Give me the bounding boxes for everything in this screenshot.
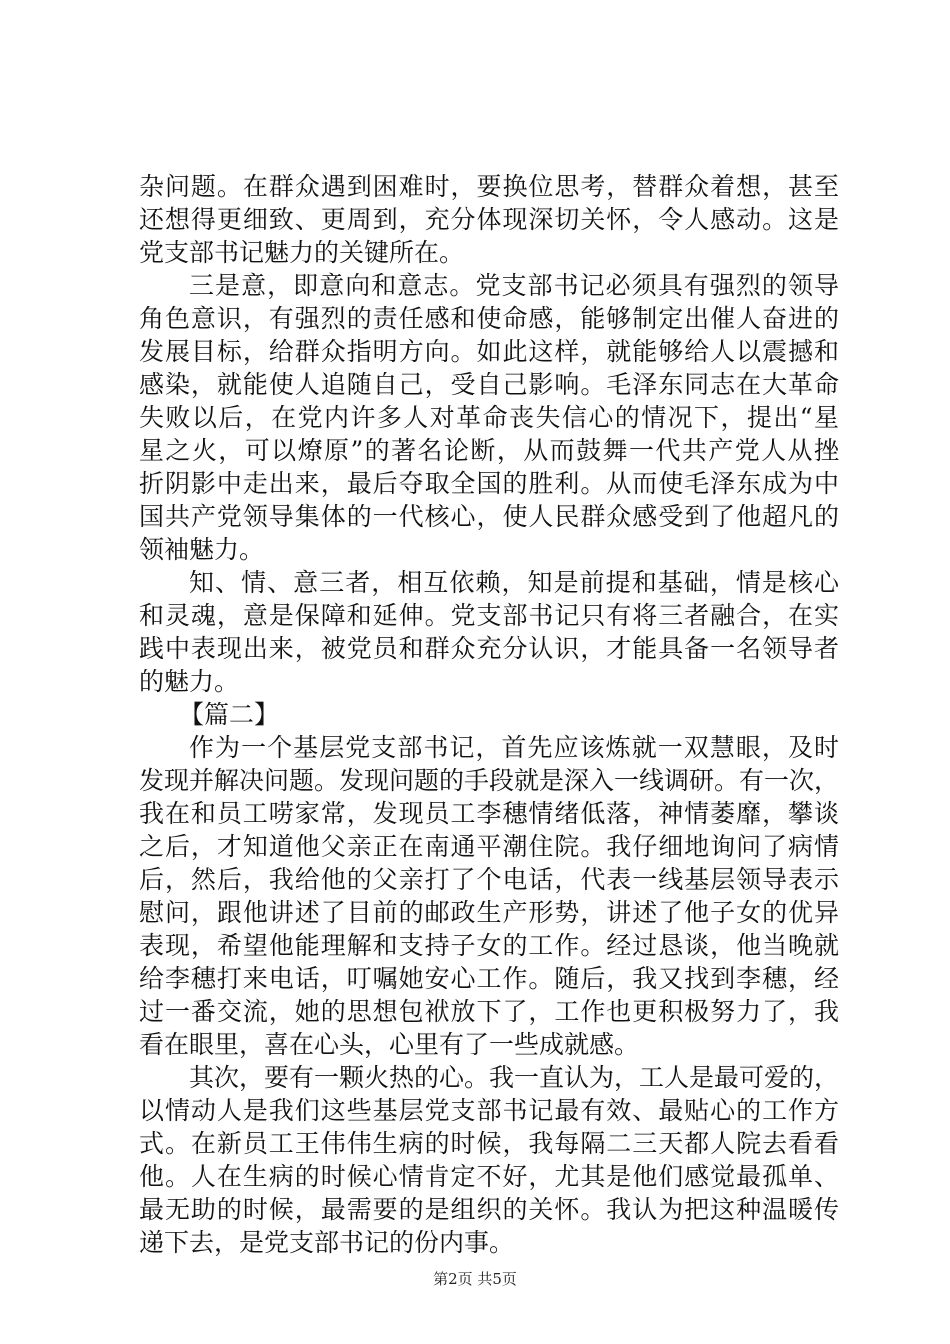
text-line: 星之火，可以燎原”的著名论断，从而鼓舞一代共产党人从挫 [139,436,839,465]
document-body [139,170,839,1259]
text-line: 式。在新员工王伟伟生病的时候，我每隔二三天都人院去看看 [139,1129,839,1158]
paragraph-summary [139,566,839,698]
text-line: 领袖魅力。 [139,535,265,564]
paragraph-insight [139,731,839,1061]
text-line: 角色意识，有强烈的责任感和使命感，能够制定出催人奋进的 [139,304,839,333]
text-line: 还想得更细致、更周到，充分体现深切关怀，令人感动。这是 [139,205,839,234]
text-line: 以情动人是我们这些基层党支部书记最有效、最贴心的工作方 [139,1096,839,1125]
text-line: 过一番交流，她的思想包袱放下了，工作也更积极努力了，我 [139,997,839,1026]
text-line: 发现并解决问题。发现问题的手段就是深入一线调研。有一次， [139,766,839,795]
text-line: 后，然后，我给他的父亲打了个电话，代表一线基层领导表示 [139,865,839,894]
text-line: 我在和员工唠家常，发现员工李穗情绪低落，神情萎靡，攀谈 [139,799,839,828]
paragraph-continuation [139,170,839,269]
text-line: 递下去，是党支部书记的份内事。 [139,1228,515,1257]
text-line: 三是意，即意向和意志。党支部书记必须具有强烈的领导 [189,271,839,300]
page-footer: 第2页 共5页 [433,1270,517,1288]
text-line: 表现，希望他能理解和支持子女的工作。经过恳谈，他当晚就 [139,931,839,960]
text-line: 国共产党领导集体的一代核心，使人民群众感受到了他超凡的 [139,502,839,531]
text-line: 感染，就能使人追随自己，受自己影响。毛泽东同志在大革命 [139,370,839,399]
text-line: 知、情、意三者，相互依赖，知是前提和基础，情是核心 [189,568,839,597]
text-line: 党支部书记魅力的关键所在。 [139,238,465,267]
text-line: 最无助的时候，最需要的是组织的关怀。我认为把这种温暖传 [139,1195,839,1224]
text-line: 和灵魂，意是保障和延伸。党支部书记只有将三者融合，在实 [139,601,839,630]
text-line: 杂问题。在群众遇到困难时，要换位思考，替群众着想，甚至 [139,172,839,201]
text-line: 其次，要有一颗火热的心。我一直认为，工人是最可爱的， [189,1063,839,1092]
text-line: 发展目标，给群众指明方向。如此这样，就能够给人以震撼和 [139,337,839,366]
text-line: 给李穗打来电话，叮嘱她安心工作。随后，我又找到李穗，经 [139,964,839,993]
text-line: 之后，才知道他父亲正在南通平潮住院。我仔细地询问了病情 [139,832,839,861]
text-line: 作为一个基层党支部书记，首先应该炼就一双慧眼，及时 [189,733,839,762]
paragraph-third-point [139,269,839,566]
text-line: 他。人在生病的时候心情肯定不好，尤其是他们感觉最孤单、 [139,1162,839,1191]
text-line: 失败以后，在党内许多人对革命丧失信心的情况下，提出“星 [139,403,839,432]
text-line: 看在眼里，喜在心头，心里有了一些成就感。 [139,1030,640,1059]
paragraph-warm-heart [139,1061,839,1259]
text-line: 践中表现出来，被党员和群众充分认识，才能具备一名领导者 [139,634,839,663]
section-heading: 【篇二】 [179,700,280,729]
text-line: 的魅力。 [139,667,240,696]
text-line: 慰问，跟他讲述了目前的邮政生产形势，讲述了他子女的优异 [139,898,839,927]
text-line: 折阴影中走出来，最后夺取全国的胜利。从而使毛泽东成为中 [139,469,839,498]
